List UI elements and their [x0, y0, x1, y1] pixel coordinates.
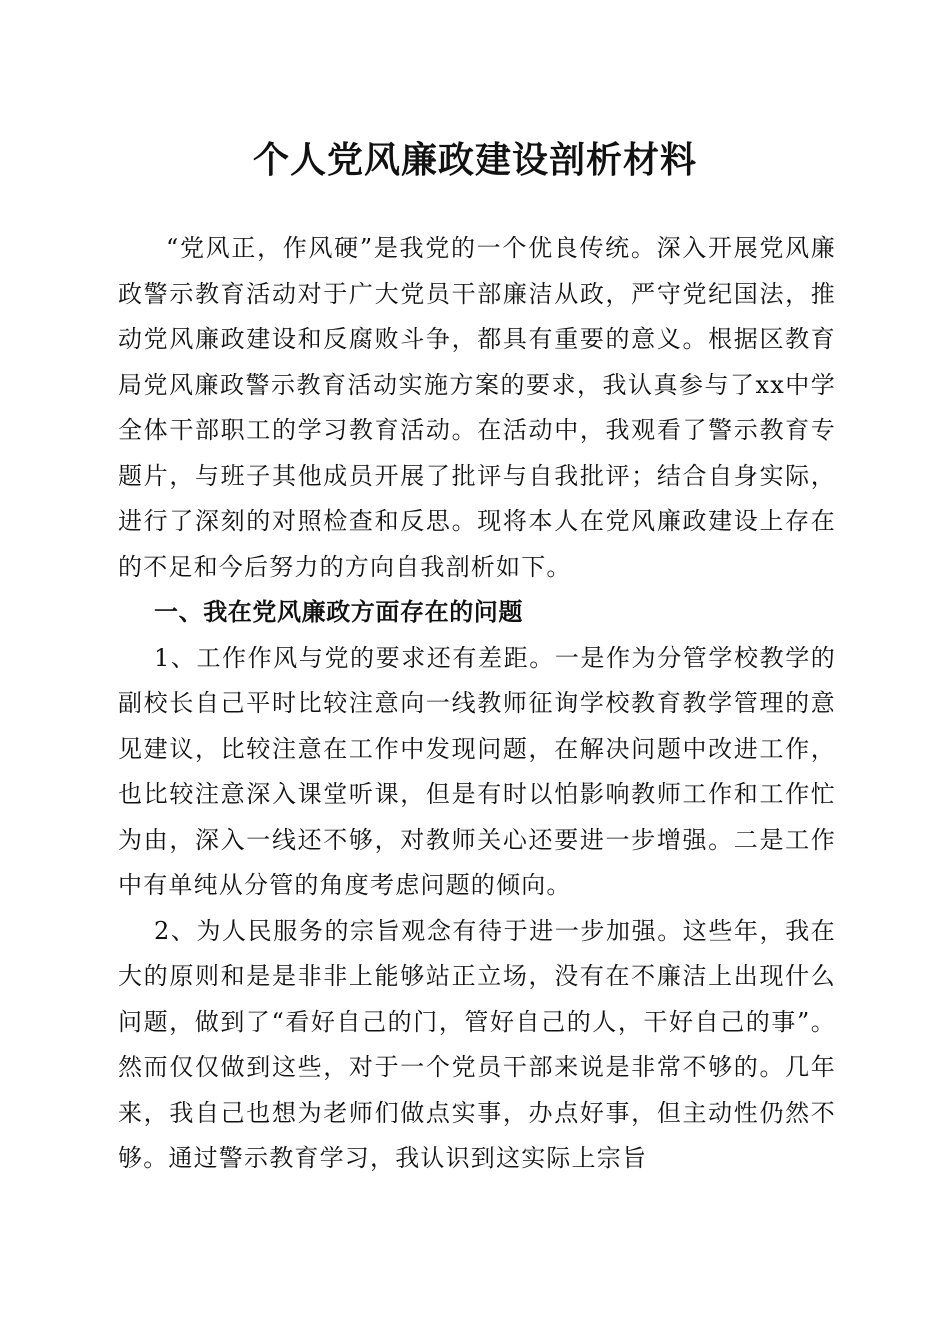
intro-paragraph: “党风正，作风硬”是我党的一个优良传统。深入开展党风廉政警示教育活动对于广大党员干部廉洁从政，严守党纪国法，推动党风廉政建设和反腐败斗争，都具有重要的意义。根据区教育局党风廉政警示教育活动实施方案的要求，我认真参与了xx中学全体干部职工的学习教育活动。在活动中，我观看了警示教育专题片，与班子其他成员开展了批评与自我批评；结合自身实际，进行了深刻的对照检查和反思。现将本人在党风廉政建设上存在的不足和今后努力的方向自我剖析如下。 [118, 234, 836, 581]
document-title: 个人党风廉政建设剖析材料 [252, 139, 697, 181]
problem-point-2: 2、为人民服务的宗旨观念有待于进一步加强。这些年，我在大的原则和是是非非上能够站正立场，没有在不廉洁上出现什么问题，做到了“看好自己的门，管好自己的人，干好自己的事”。然而仅仅做到这些，对于一个党员干部来说是非常不够的。几年来，我自己也想为老师们做点实事，办点好事，但主动性仍然不够。通过警示教育学习，我认识到这实际上宗旨 [118, 916, 836, 1172]
section-heading: 一、我在党风廉政方面存在的问题 [154, 598, 523, 626]
problem-point-1: 1、工作作风与党的要求还有差距。一是作为分管学校教学的副校长自己平时比较注意向一线教师征询学校教育教学管理的意见建议，比较注意在工作中发现问题，在解决问题中改进工作，也比较注意深入课堂听课，但是有时以怕影响教师工作和工作忙为由，深入一线还不够，对教师关心还要进一步增强。二是工作中有单纯从分管的角度考虑问题的倾向。 [118, 643, 836, 899]
document-body [118, 226, 836, 1182]
